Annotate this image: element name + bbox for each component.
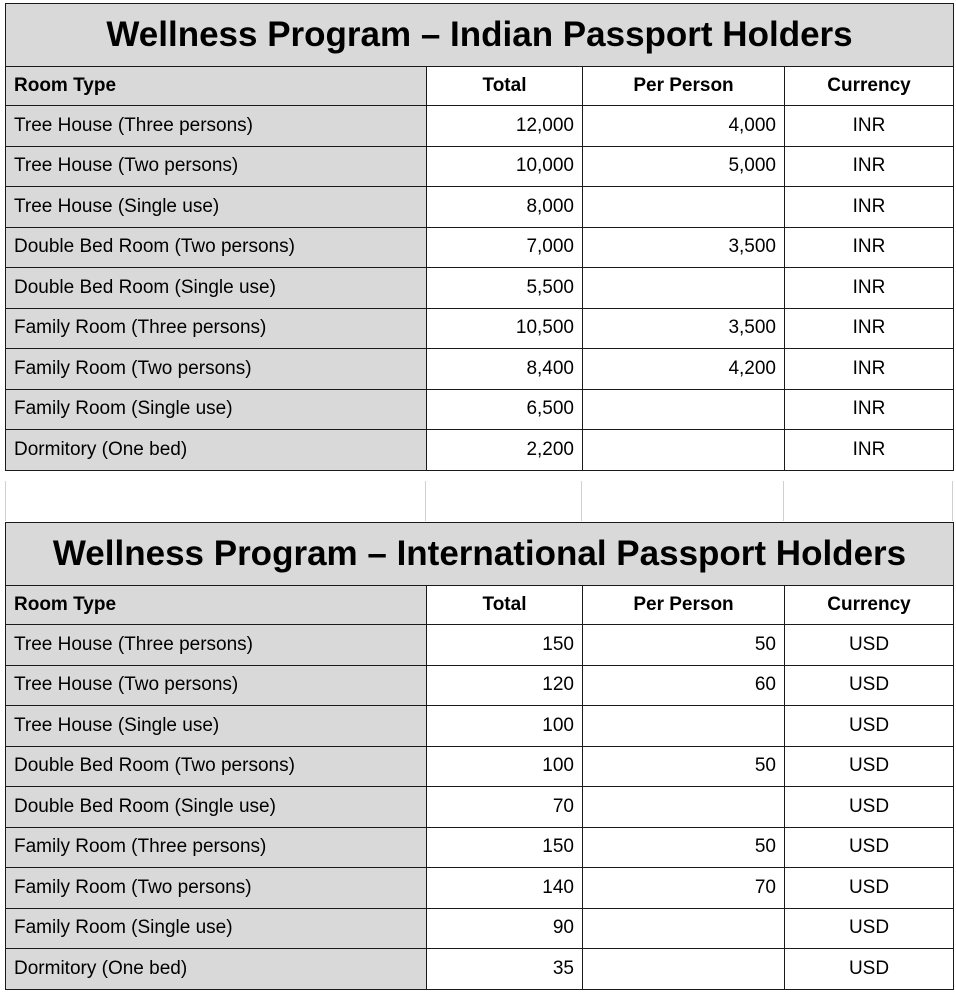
total-cell: 5,500 bbox=[427, 268, 583, 309]
currency-cell: USD bbox=[785, 949, 954, 990]
room-type-cell: Double Bed Room (Two persons) bbox=[6, 746, 427, 787]
per-person-cell bbox=[583, 430, 785, 471]
total-cell: 35 bbox=[427, 949, 583, 990]
total-cell: 8,400 bbox=[427, 349, 583, 390]
total-cell: 70 bbox=[427, 787, 583, 828]
empty-spacer-row bbox=[5, 481, 953, 521]
per-person-cell: 60 bbox=[583, 665, 785, 706]
room-type-cell: Family Room (Single use) bbox=[6, 389, 427, 430]
currency-cell: INR bbox=[785, 227, 954, 268]
table-row bbox=[6, 349, 954, 390]
per-person-cell bbox=[583, 268, 785, 309]
per-person-cell bbox=[583, 389, 785, 430]
room-type-cell: Dormitory (One bed) bbox=[6, 430, 427, 471]
table-row bbox=[6, 665, 954, 706]
table-row bbox=[6, 827, 954, 868]
per-person-cell: 3,500 bbox=[583, 308, 785, 349]
per-person-cell: 4,200 bbox=[583, 349, 785, 390]
room-type-cell: Tree House (Single use) bbox=[6, 187, 427, 228]
table-title: Wellness Program – Indian Passport Holders bbox=[6, 4, 954, 67]
international-rates-table bbox=[5, 522, 954, 990]
per-person-cell bbox=[583, 908, 785, 949]
table-row bbox=[6, 308, 954, 349]
table-row bbox=[6, 146, 954, 187]
room-type-cell: Tree House (Three persons) bbox=[6, 625, 427, 666]
table-row bbox=[6, 268, 954, 309]
table-row bbox=[6, 746, 954, 787]
currency-cell: USD bbox=[785, 908, 954, 949]
total-cell: 150 bbox=[427, 625, 583, 666]
total-cell: 100 bbox=[427, 746, 583, 787]
total-cell: 10,000 bbox=[427, 146, 583, 187]
currency-cell: USD bbox=[785, 625, 954, 666]
currency-cell: INR bbox=[785, 268, 954, 309]
indian-rates-table bbox=[5, 3, 954, 471]
per-person-cell: 4,000 bbox=[583, 106, 785, 147]
table-title: Wellness Program – International Passport Holders bbox=[6, 523, 954, 586]
table-row bbox=[6, 868, 954, 909]
header-currency: Currency bbox=[785, 586, 954, 625]
per-person-cell: 50 bbox=[583, 827, 785, 868]
currency-cell: USD bbox=[785, 665, 954, 706]
table-row bbox=[6, 787, 954, 828]
table-row bbox=[6, 106, 954, 147]
table-row bbox=[6, 430, 954, 471]
header-currency: Currency bbox=[785, 67, 954, 106]
currency-cell: INR bbox=[785, 308, 954, 349]
header-per-person: Per Person bbox=[583, 586, 785, 625]
total-cell: 150 bbox=[427, 827, 583, 868]
table-row bbox=[6, 187, 954, 228]
room-type-cell: Double Bed Room (Two persons) bbox=[6, 227, 427, 268]
room-type-cell: Double Bed Room (Single use) bbox=[6, 787, 427, 828]
currency-cell: USD bbox=[785, 746, 954, 787]
per-person-cell: 70 bbox=[583, 868, 785, 909]
table-row bbox=[6, 949, 954, 990]
per-person-cell bbox=[583, 706, 785, 747]
total-cell: 7,000 bbox=[427, 227, 583, 268]
currency-cell: INR bbox=[785, 187, 954, 228]
currency-cell: INR bbox=[785, 389, 954, 430]
per-person-cell bbox=[583, 949, 785, 990]
room-type-cell: Family Room (Two persons) bbox=[6, 349, 427, 390]
currency-cell: USD bbox=[785, 868, 954, 909]
room-type-cell: Family Room (Two persons) bbox=[6, 868, 427, 909]
total-cell: 100 bbox=[427, 706, 583, 747]
per-person-cell: 50 bbox=[583, 746, 785, 787]
room-type-cell: Family Room (Single use) bbox=[6, 908, 427, 949]
total-cell: 140 bbox=[427, 868, 583, 909]
currency-cell: INR bbox=[785, 146, 954, 187]
header-total: Total bbox=[427, 67, 583, 106]
currency-cell: INR bbox=[785, 349, 954, 390]
header-total: Total bbox=[427, 586, 583, 625]
room-type-cell: Tree House (Three persons) bbox=[6, 106, 427, 147]
table-row bbox=[6, 227, 954, 268]
per-person-cell: 50 bbox=[583, 625, 785, 666]
currency-cell: USD bbox=[785, 706, 954, 747]
room-type-cell: Tree House (Two persons) bbox=[6, 665, 427, 706]
table-row bbox=[6, 908, 954, 949]
room-type-cell: Tree House (Two persons) bbox=[6, 146, 427, 187]
header-room-type: Room Type bbox=[6, 67, 427, 106]
total-cell: 12,000 bbox=[427, 106, 583, 147]
room-type-cell: Family Room (Three persons) bbox=[6, 827, 427, 868]
header-room-type: Room Type bbox=[6, 586, 427, 625]
per-person-cell bbox=[583, 787, 785, 828]
total-cell: 2,200 bbox=[427, 430, 583, 471]
header-per-person: Per Person bbox=[583, 67, 785, 106]
per-person-cell bbox=[583, 187, 785, 228]
currency-cell: INR bbox=[785, 106, 954, 147]
room-type-cell: Double Bed Room (Single use) bbox=[6, 268, 427, 309]
per-person-cell: 3,500 bbox=[583, 227, 785, 268]
total-cell: 6,500 bbox=[427, 389, 583, 430]
room-type-cell: Family Room (Three persons) bbox=[6, 308, 427, 349]
table-row bbox=[6, 625, 954, 666]
currency-cell: USD bbox=[785, 787, 954, 828]
room-type-cell: Dormitory (One bed) bbox=[6, 949, 427, 990]
room-type-cell: Tree House (Single use) bbox=[6, 706, 427, 747]
total-cell: 90 bbox=[427, 908, 583, 949]
currency-cell: USD bbox=[785, 827, 954, 868]
total-cell: 8,000 bbox=[427, 187, 583, 228]
per-person-cell: 5,000 bbox=[583, 146, 785, 187]
total-cell: 10,500 bbox=[427, 308, 583, 349]
currency-cell: INR bbox=[785, 430, 954, 471]
table-row bbox=[6, 389, 954, 430]
total-cell: 120 bbox=[427, 665, 583, 706]
table-row bbox=[6, 706, 954, 747]
